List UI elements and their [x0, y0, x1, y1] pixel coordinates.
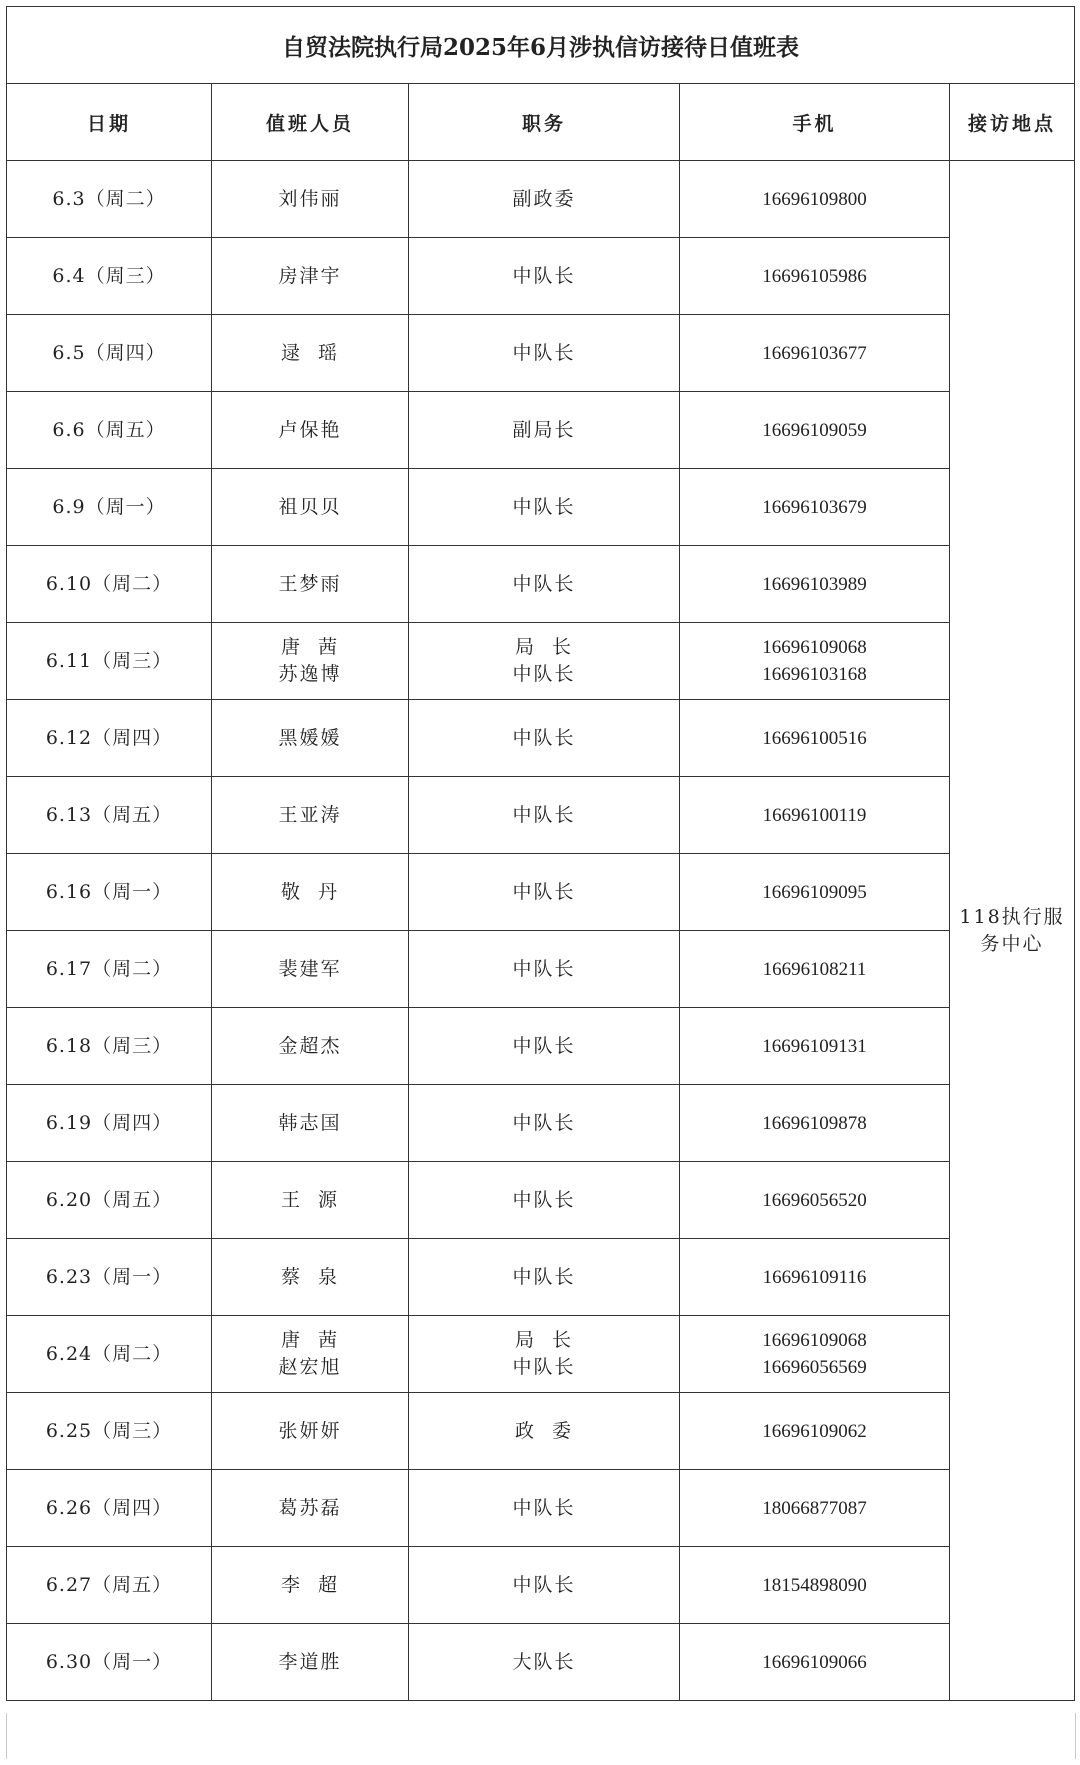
header-staff: 值班人员 — [212, 84, 409, 161]
date-cell: 6.26（周四） — [7, 1470, 212, 1547]
phone-cell — [680, 1008, 950, 1085]
position-title: 大队长 — [512, 1650, 576, 1673]
date-cell: 6.23（周一） — [7, 1239, 212, 1316]
phone-cell — [680, 161, 950, 238]
staff-name: 王梦雨 — [278, 572, 342, 595]
date-cell: 6.3（周二） — [7, 161, 212, 238]
table-row — [7, 1624, 1075, 1701]
position-title: 中队长 — [512, 264, 576, 287]
position-title: 中队长 — [512, 341, 576, 364]
phone-number: 16696109068 — [762, 1330, 867, 1351]
table-row — [7, 1547, 1075, 1624]
schedule-body — [7, 161, 1075, 1701]
phone-number: 16696105986 — [762, 265, 867, 287]
phone-number: 18066877087 — [762, 1497, 867, 1519]
table-title: 自贸法院执行局2025年6月涉执信访接待日值班表 — [7, 7, 1075, 84]
name-cell — [212, 315, 409, 392]
position-title: 中队长 — [512, 1111, 576, 1134]
pos-cell — [409, 700, 680, 777]
phone-number: 16696109800 — [762, 188, 867, 210]
date-cell: 6.6（周五） — [7, 392, 212, 469]
table-row — [7, 1316, 1075, 1393]
staff-name: 李道胜 — [278, 1650, 342, 1673]
name-cell — [212, 238, 409, 315]
date-cell: 6.10（周二） — [7, 546, 212, 623]
pos-cell — [409, 1008, 680, 1085]
phone-number: 16696109062 — [762, 1420, 867, 1442]
pos-cell — [409, 546, 680, 623]
phone-cell — [680, 1085, 950, 1162]
name-cell — [212, 1393, 409, 1470]
table-row — [7, 1085, 1075, 1162]
name-cell — [212, 700, 409, 777]
table-row — [7, 1162, 1075, 1239]
name-cell — [212, 1624, 409, 1701]
phone-cell — [680, 931, 950, 1008]
staff-name: 唐 茜 — [280, 636, 340, 658]
phone-cell — [680, 1470, 950, 1547]
staff-name: 逯 瑶 — [280, 341, 340, 364]
name-cell — [212, 777, 409, 854]
table-row — [7, 1393, 1075, 1470]
phone-cell — [680, 469, 950, 546]
phone-number: 16696100119 — [762, 804, 867, 826]
phone-number: 16696108211 — [762, 958, 867, 980]
table-row — [7, 854, 1075, 931]
pos-cell — [409, 315, 680, 392]
position-title: 中队长 — [512, 495, 576, 518]
name-cell — [212, 392, 409, 469]
position-title: 中队长 — [512, 726, 576, 749]
staff-name: 葛苏磊 — [278, 1496, 342, 1519]
name-cell — [212, 1008, 409, 1085]
date-cell: 6.24（周二） — [7, 1316, 212, 1393]
staff-name: 王 源 — [280, 1188, 340, 1211]
duty-schedule-sheet — [6, 6, 1074, 1701]
date-cell: 6.20（周五） — [7, 1162, 212, 1239]
name-cell — [212, 1547, 409, 1624]
position-title: 中队长 — [512, 572, 576, 595]
phone-number: 16696100516 — [762, 727, 867, 749]
pos-cell — [409, 1239, 680, 1316]
name-cell — [212, 1085, 409, 1162]
position-title: 中队长 — [512, 663, 576, 685]
phone-number: 16696103168 — [762, 664, 867, 685]
staff-name: 张妍妍 — [278, 1419, 342, 1442]
staff-name: 黑媛媛 — [278, 726, 342, 749]
header-location: 接访地点 — [950, 84, 1075, 161]
header-position: 职务 — [409, 84, 680, 161]
position-title: 中队长 — [512, 957, 576, 980]
position-title: 中队长 — [512, 1034, 576, 1057]
date-cell: 6.4（周三） — [7, 238, 212, 315]
phone-number: 16696109066 — [762, 1651, 867, 1673]
staff-name: 金超杰 — [278, 1034, 342, 1057]
staff-name: 韩志国 — [278, 1111, 342, 1134]
staff-name: 卢保艳 — [278, 418, 342, 441]
phone-cell — [680, 392, 950, 469]
table-row — [7, 392, 1075, 469]
staff-name: 李 超 — [280, 1573, 340, 1596]
pos-cell — [409, 238, 680, 315]
phone-cell — [680, 1547, 950, 1624]
position-title: 中队长 — [512, 1188, 576, 1211]
name-cell — [212, 1162, 409, 1239]
header-date: 日期 — [7, 84, 212, 161]
staff-name: 苏逸博 — [278, 663, 342, 685]
phone-cell — [680, 777, 950, 854]
pos-cell — [409, 1393, 680, 1470]
table-row — [7, 700, 1075, 777]
phone-number: 16696109068 — [762, 637, 867, 658]
pos-cell — [409, 1470, 680, 1547]
phone-number: 16696056520 — [762, 1189, 867, 1211]
staff-name: 房津宇 — [278, 264, 342, 287]
phone-cell — [680, 546, 950, 623]
table-row — [7, 546, 1075, 623]
phone-number: 16696103989 — [762, 573, 867, 595]
phone-number: 16696103677 — [762, 342, 867, 364]
date-cell: 6.19（周四） — [7, 1085, 212, 1162]
name-cell — [212, 1470, 409, 1547]
name-cell — [212, 854, 409, 931]
table-row — [7, 931, 1075, 1008]
location-text: 务中心 — [980, 932, 1044, 955]
page-footer-margin — [6, 1713, 1076, 1759]
phone-number: 16696109095 — [762, 881, 867, 903]
position-title: 中队长 — [512, 1496, 576, 1519]
date-cell: 6.16（周一） — [7, 854, 212, 931]
table-row — [7, 1470, 1075, 1547]
staff-name: 裴建军 — [278, 957, 342, 980]
phone-cell — [680, 1239, 950, 1316]
table-row — [7, 315, 1075, 392]
header-phone: 手机 — [680, 84, 950, 161]
position-title: 副政委 — [512, 187, 576, 210]
phone-number: 16696103679 — [762, 496, 867, 518]
position-title: 政 委 — [514, 1419, 574, 1442]
pos-cell — [409, 1624, 680, 1701]
location-cell — [950, 161, 1075, 1701]
pos-cell — [409, 777, 680, 854]
date-cell: 6.9（周一） — [7, 469, 212, 546]
name-cell — [212, 161, 409, 238]
pos-cell — [409, 854, 680, 931]
pos-cell — [409, 1316, 680, 1393]
table-row — [7, 1008, 1075, 1085]
pos-cell — [409, 931, 680, 1008]
date-cell: 6.5（周四） — [7, 315, 212, 392]
pos-cell — [409, 392, 680, 469]
staff-name: 刘伟丽 — [278, 187, 342, 210]
table-row — [7, 1239, 1075, 1316]
phone-cell — [680, 315, 950, 392]
name-cell — [212, 469, 409, 546]
phone-cell — [680, 1162, 950, 1239]
position-title: 中队长 — [512, 1356, 576, 1378]
table-row — [7, 469, 1075, 546]
date-cell: 6.27（周五） — [7, 1547, 212, 1624]
date-cell: 6.30（周一） — [7, 1624, 212, 1701]
date-cell: 6.11（周三） — [7, 623, 212, 700]
position-title: 副局长 — [512, 418, 576, 441]
staff-name: 王亚涛 — [278, 803, 342, 826]
pos-cell — [409, 1085, 680, 1162]
name-cell — [212, 931, 409, 1008]
table-row — [7, 161, 1075, 238]
phone-number: 18154898090 — [762, 1574, 867, 1596]
table-row — [7, 238, 1075, 315]
name-cell — [212, 623, 409, 700]
staff-name: 赵宏旭 — [278, 1356, 342, 1378]
phone-number: 16696109878 — [762, 1112, 867, 1134]
pos-cell — [409, 1547, 680, 1624]
staff-name: 敬 丹 — [280, 880, 340, 903]
position-title: 中队长 — [512, 880, 576, 903]
pos-cell — [409, 1162, 680, 1239]
date-cell: 6.12（周四） — [7, 700, 212, 777]
pos-cell — [409, 161, 680, 238]
position-title: 中队长 — [512, 1573, 576, 1596]
date-cell: 6.17（周二） — [7, 931, 212, 1008]
header-row — [7, 84, 1075, 161]
pos-cell — [409, 469, 680, 546]
staff-name: 祖贝贝 — [278, 495, 342, 518]
phone-cell — [680, 700, 950, 777]
phone-cell — [680, 1393, 950, 1470]
name-cell — [212, 1239, 409, 1316]
table-row — [7, 623, 1075, 700]
position-title: 中队长 — [512, 1265, 576, 1288]
phone-cell — [680, 854, 950, 931]
staff-name: 蔡 泉 — [280, 1265, 340, 1288]
phone-cell — [680, 1316, 950, 1393]
staff-name: 唐 茜 — [280, 1329, 340, 1351]
name-cell — [212, 546, 409, 623]
table-row — [7, 777, 1075, 854]
date-cell: 6.25（周三） — [7, 1393, 212, 1470]
phone-number: 16696109059 — [762, 419, 867, 441]
phone-cell — [680, 623, 950, 700]
date-cell: 6.18（周三） — [7, 1008, 212, 1085]
pos-cell — [409, 623, 680, 700]
phone-number: 16696109116 — [762, 1266, 867, 1288]
phone-cell — [680, 1624, 950, 1701]
position-title: 局 长 — [514, 1329, 574, 1351]
phone-cell — [680, 238, 950, 315]
location-text: 118执行服 — [959, 905, 1065, 928]
date-cell: 6.13（周五） — [7, 777, 212, 854]
phone-number: 16696056569 — [762, 1357, 867, 1378]
position-title: 中队长 — [512, 803, 576, 826]
name-cell — [212, 1316, 409, 1393]
position-title: 局 长 — [514, 636, 574, 658]
duty-schedule-table — [6, 6, 1075, 1701]
phone-number: 16696109131 — [762, 1035, 867, 1057]
